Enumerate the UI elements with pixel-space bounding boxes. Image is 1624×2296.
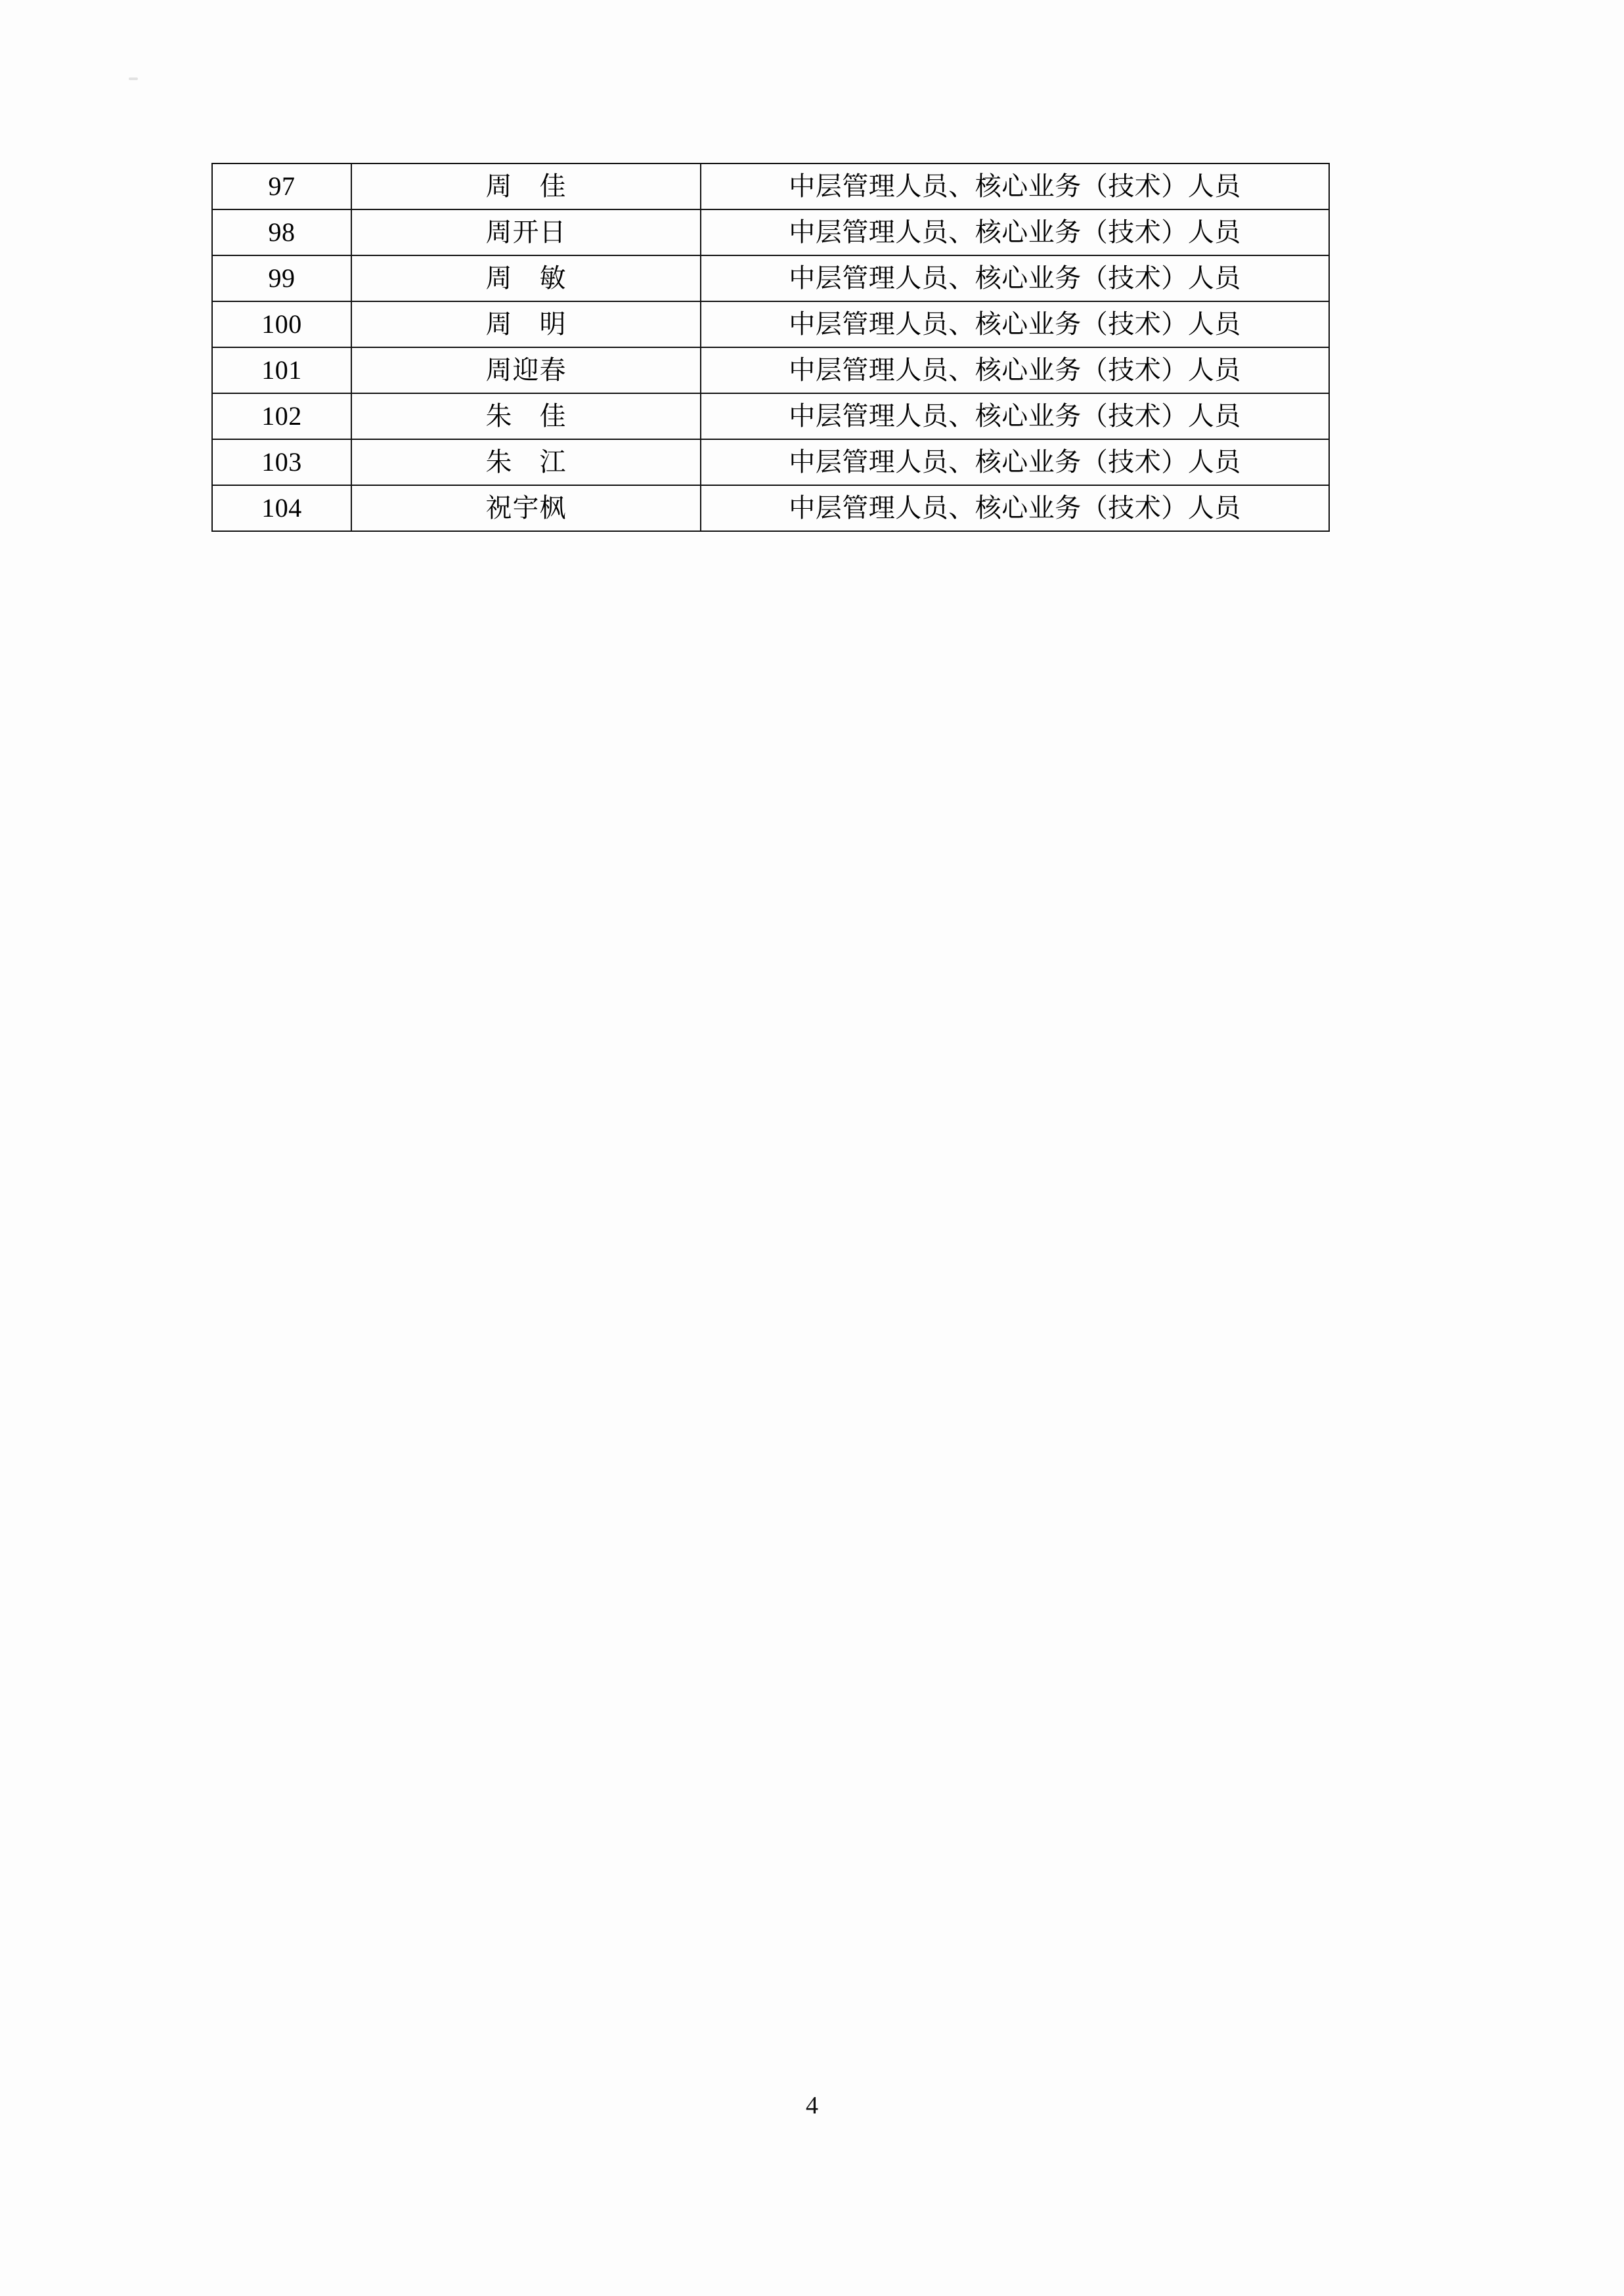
row-index-cell: 97 bbox=[212, 163, 351, 209]
table-row bbox=[212, 485, 1329, 531]
scan-artifact bbox=[129, 77, 138, 80]
roster-table bbox=[211, 163, 1330, 532]
row-index-cell: 102 bbox=[212, 393, 351, 439]
page-number: 4 bbox=[806, 2092, 818, 2119]
table-row bbox=[212, 209, 1329, 255]
row-category-cell: 中层管理人员、核心业务（技术）人员 bbox=[701, 439, 1329, 485]
row-index-cell: 100 bbox=[212, 301, 351, 347]
row-category-cell: 中层管理人员、核心业务（技术）人员 bbox=[701, 393, 1329, 439]
row-category-cell: 中层管理人员、核心业务（技术）人员 bbox=[701, 163, 1329, 209]
row-index-cell: 101 bbox=[212, 347, 351, 393]
row-name-cell: 朱 佳 bbox=[351, 393, 701, 439]
row-index-cell: 99 bbox=[212, 255, 351, 301]
row-name-cell: 周 佳 bbox=[351, 163, 701, 209]
table-row bbox=[212, 301, 1329, 347]
row-index-cell: 104 bbox=[212, 485, 351, 531]
table-row bbox=[212, 255, 1329, 301]
row-name-cell: 周 敏 bbox=[351, 255, 701, 301]
row-name-cell: 周迎春 bbox=[351, 347, 701, 393]
row-category-cell: 中层管理人员、核心业务（技术）人员 bbox=[701, 209, 1329, 255]
row-name-cell: 祝宇枫 bbox=[351, 485, 701, 531]
row-name-cell: 周开日 bbox=[351, 209, 701, 255]
row-category-cell: 中层管理人员、核心业务（技术）人员 bbox=[701, 347, 1329, 393]
roster-table-container bbox=[211, 163, 1325, 532]
row-name-cell: 周 明 bbox=[351, 301, 701, 347]
row-name-cell: 朱 江 bbox=[351, 439, 701, 485]
row-category-cell: 中层管理人员、核心业务（技术）人员 bbox=[701, 255, 1329, 301]
table-row bbox=[212, 347, 1329, 393]
row-category-cell: 中层管理人员、核心业务（技术）人员 bbox=[701, 485, 1329, 531]
row-category-cell: 中层管理人员、核心业务（技术）人员 bbox=[701, 301, 1329, 347]
roster-table-body bbox=[212, 163, 1329, 531]
table-row bbox=[212, 439, 1329, 485]
table-row bbox=[212, 393, 1329, 439]
row-index-cell: 98 bbox=[212, 209, 351, 255]
row-index-cell: 103 bbox=[212, 439, 351, 485]
table-row bbox=[212, 163, 1329, 209]
